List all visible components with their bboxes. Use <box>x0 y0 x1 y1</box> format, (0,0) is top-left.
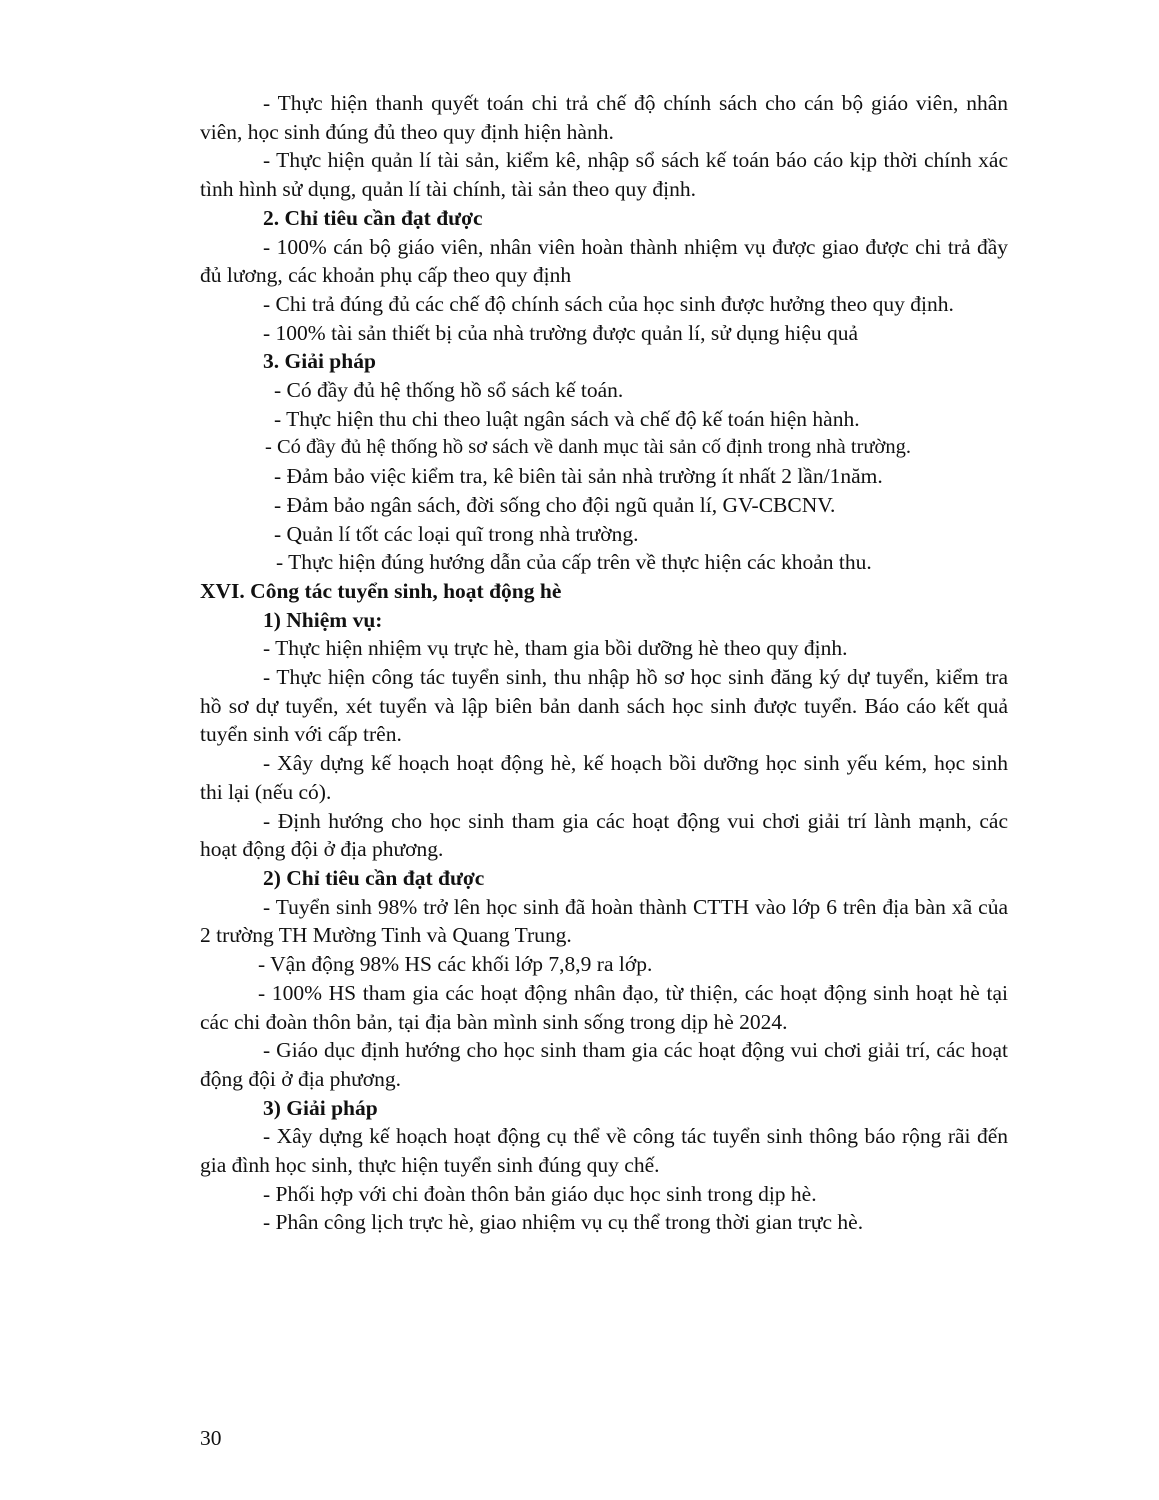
list-item: - Quản lí tốt các loại quĩ trong nhà trường. <box>274 521 639 546</box>
paragraph: - Định hướng cho học sinh tham gia các hoạt động vui chơi giải trí lành mạnh, các hoạt động đội ở địa phương. <box>200 808 1008 862</box>
paragraph: - Tuyển sinh 98% trở lên học sinh đã hoàn thành CTTH vào lớp 6 trên địa bàn xã của 2 trường TH Mường Tinh và Quang Trung. <box>200 894 1008 948</box>
paragraph: - Xây dựng kế hoạch hoạt động hè, kế hoạch bồi dưỡng học sinh yếu kém, học sinh thi lại (nếu có). <box>200 751 1008 804</box>
list-item: - Thực hiện thu chi theo luật ngân sách và chế độ kế toán hiện hành. <box>274 406 860 431</box>
paragraph: - Xây dựng kế hoạch hoạt động cụ thể về công tác tuyển sinh thông báo rộng rãi đến gia đình học sinh, thực hiện tuyển sinh đúng quy chế. <box>200 1124 1008 1178</box>
paragraph: - Thực hiện thanh quyết toán chi trả chế độ chính sách cho cán bộ giáo viên, nhân viên, học sinh đúng đủ theo quy định hiện hành. <box>200 91 1008 144</box>
list-item: - Có đầy đủ hệ thống hồ sổ sách kế toán. <box>274 378 624 403</box>
paragraph: - Phân công lịch trực hè, giao nhiệm vụ cụ thể trong thời gian trực hè. <box>263 1210 864 1235</box>
subheading: 3) Giải pháp <box>263 1095 378 1120</box>
paragraph: - 100% tài sản thiết bị của nhà trường được quản lí, sử dụng hiệu quả <box>263 320 859 345</box>
subheading: 3. Giải pháp <box>263 349 376 374</box>
list-item: - Đảm bảo ngân sách, đời sống cho đội ngũ quản lí, GV-CBCNV. <box>274 492 836 517</box>
paragraph: - Thực hiện quản lí tài sản, kiểm kê, nhập sổ sách kế toán báo cáo kịp thời chính xác tình hình sử dụng, quản lí tài chính, tài sản theo quy định. <box>200 148 1008 202</box>
paragraph: - 100% cán bộ giáo viên, nhân viên hoàn thành nhiệm vụ được giao được chi trả đầy đủ lương, các khoản phụ cấp theo quy định <box>200 234 1008 288</box>
list-item: - Thực hiện đúng hướng dẫn của cấp trên về thực hiện các khoản thu. <box>276 550 872 575</box>
paragraph: - Phối hợp với chi đoàn thôn bản giáo dục học sinh trong dịp hè. <box>263 1181 817 1206</box>
list-item: - Có đầy đủ hệ thống hồ sơ sách về danh mục tài sản cố định trong nhà trường. <box>265 436 911 459</box>
paragraph: - Vận động 98% HS các khối lớp 7,8,9 ra lớp. <box>258 952 653 977</box>
paragraph: - Thực hiện công tác tuyển sinh, thu nhập hồ sơ học sinh đăng ký dự tuyển, kiểm tra hồ sơ dự tuyển, xét tuyển và lập biên bản danh sách học sinh được tuyển. Báo cáo kết quả tuyển sinh với cấp trên. <box>200 665 1008 747</box>
list-item: - Đảm bảo việc kiểm tra, kê biên tài sản nhà trường ít nhất 2 lần/1năm. <box>274 464 883 489</box>
subheading: 2) Chỉ tiêu cần đạt được <box>263 865 485 890</box>
paragraph: - Giáo dục định hướng cho học sinh tham gia các hoạt động vui chơi giải trí, các hoạt động đội ở địa phương. <box>200 1038 1008 1091</box>
page-number: 30 <box>200 1426 222 1450</box>
paragraph: - Chi trả đúng đủ các chế độ chính sách của học sinh được hưởng theo quy định. <box>263 291 954 316</box>
subheading: 2. Chỉ tiêu cần đạt được <box>263 205 483 230</box>
paragraph: - Thực hiện nhiệm vụ trực hè, tham gia bồi dưỡng hè theo quy định. <box>263 636 848 661</box>
subheading: 1) Nhiệm vụ: <box>263 607 383 632</box>
section-heading: XVI. Công tác tuyển sinh, hoạt động hè <box>200 578 562 603</box>
paragraph: - 100% HS tham gia các hoạt động nhân đạo, từ thiện, các hoạt động sinh hoạt hè tại các chi đoàn thôn bản, tại địa bàn mình sinh sống trong dịp hè 2024. <box>200 980 1008 1034</box>
page-body <box>200 89 1008 1237</box>
